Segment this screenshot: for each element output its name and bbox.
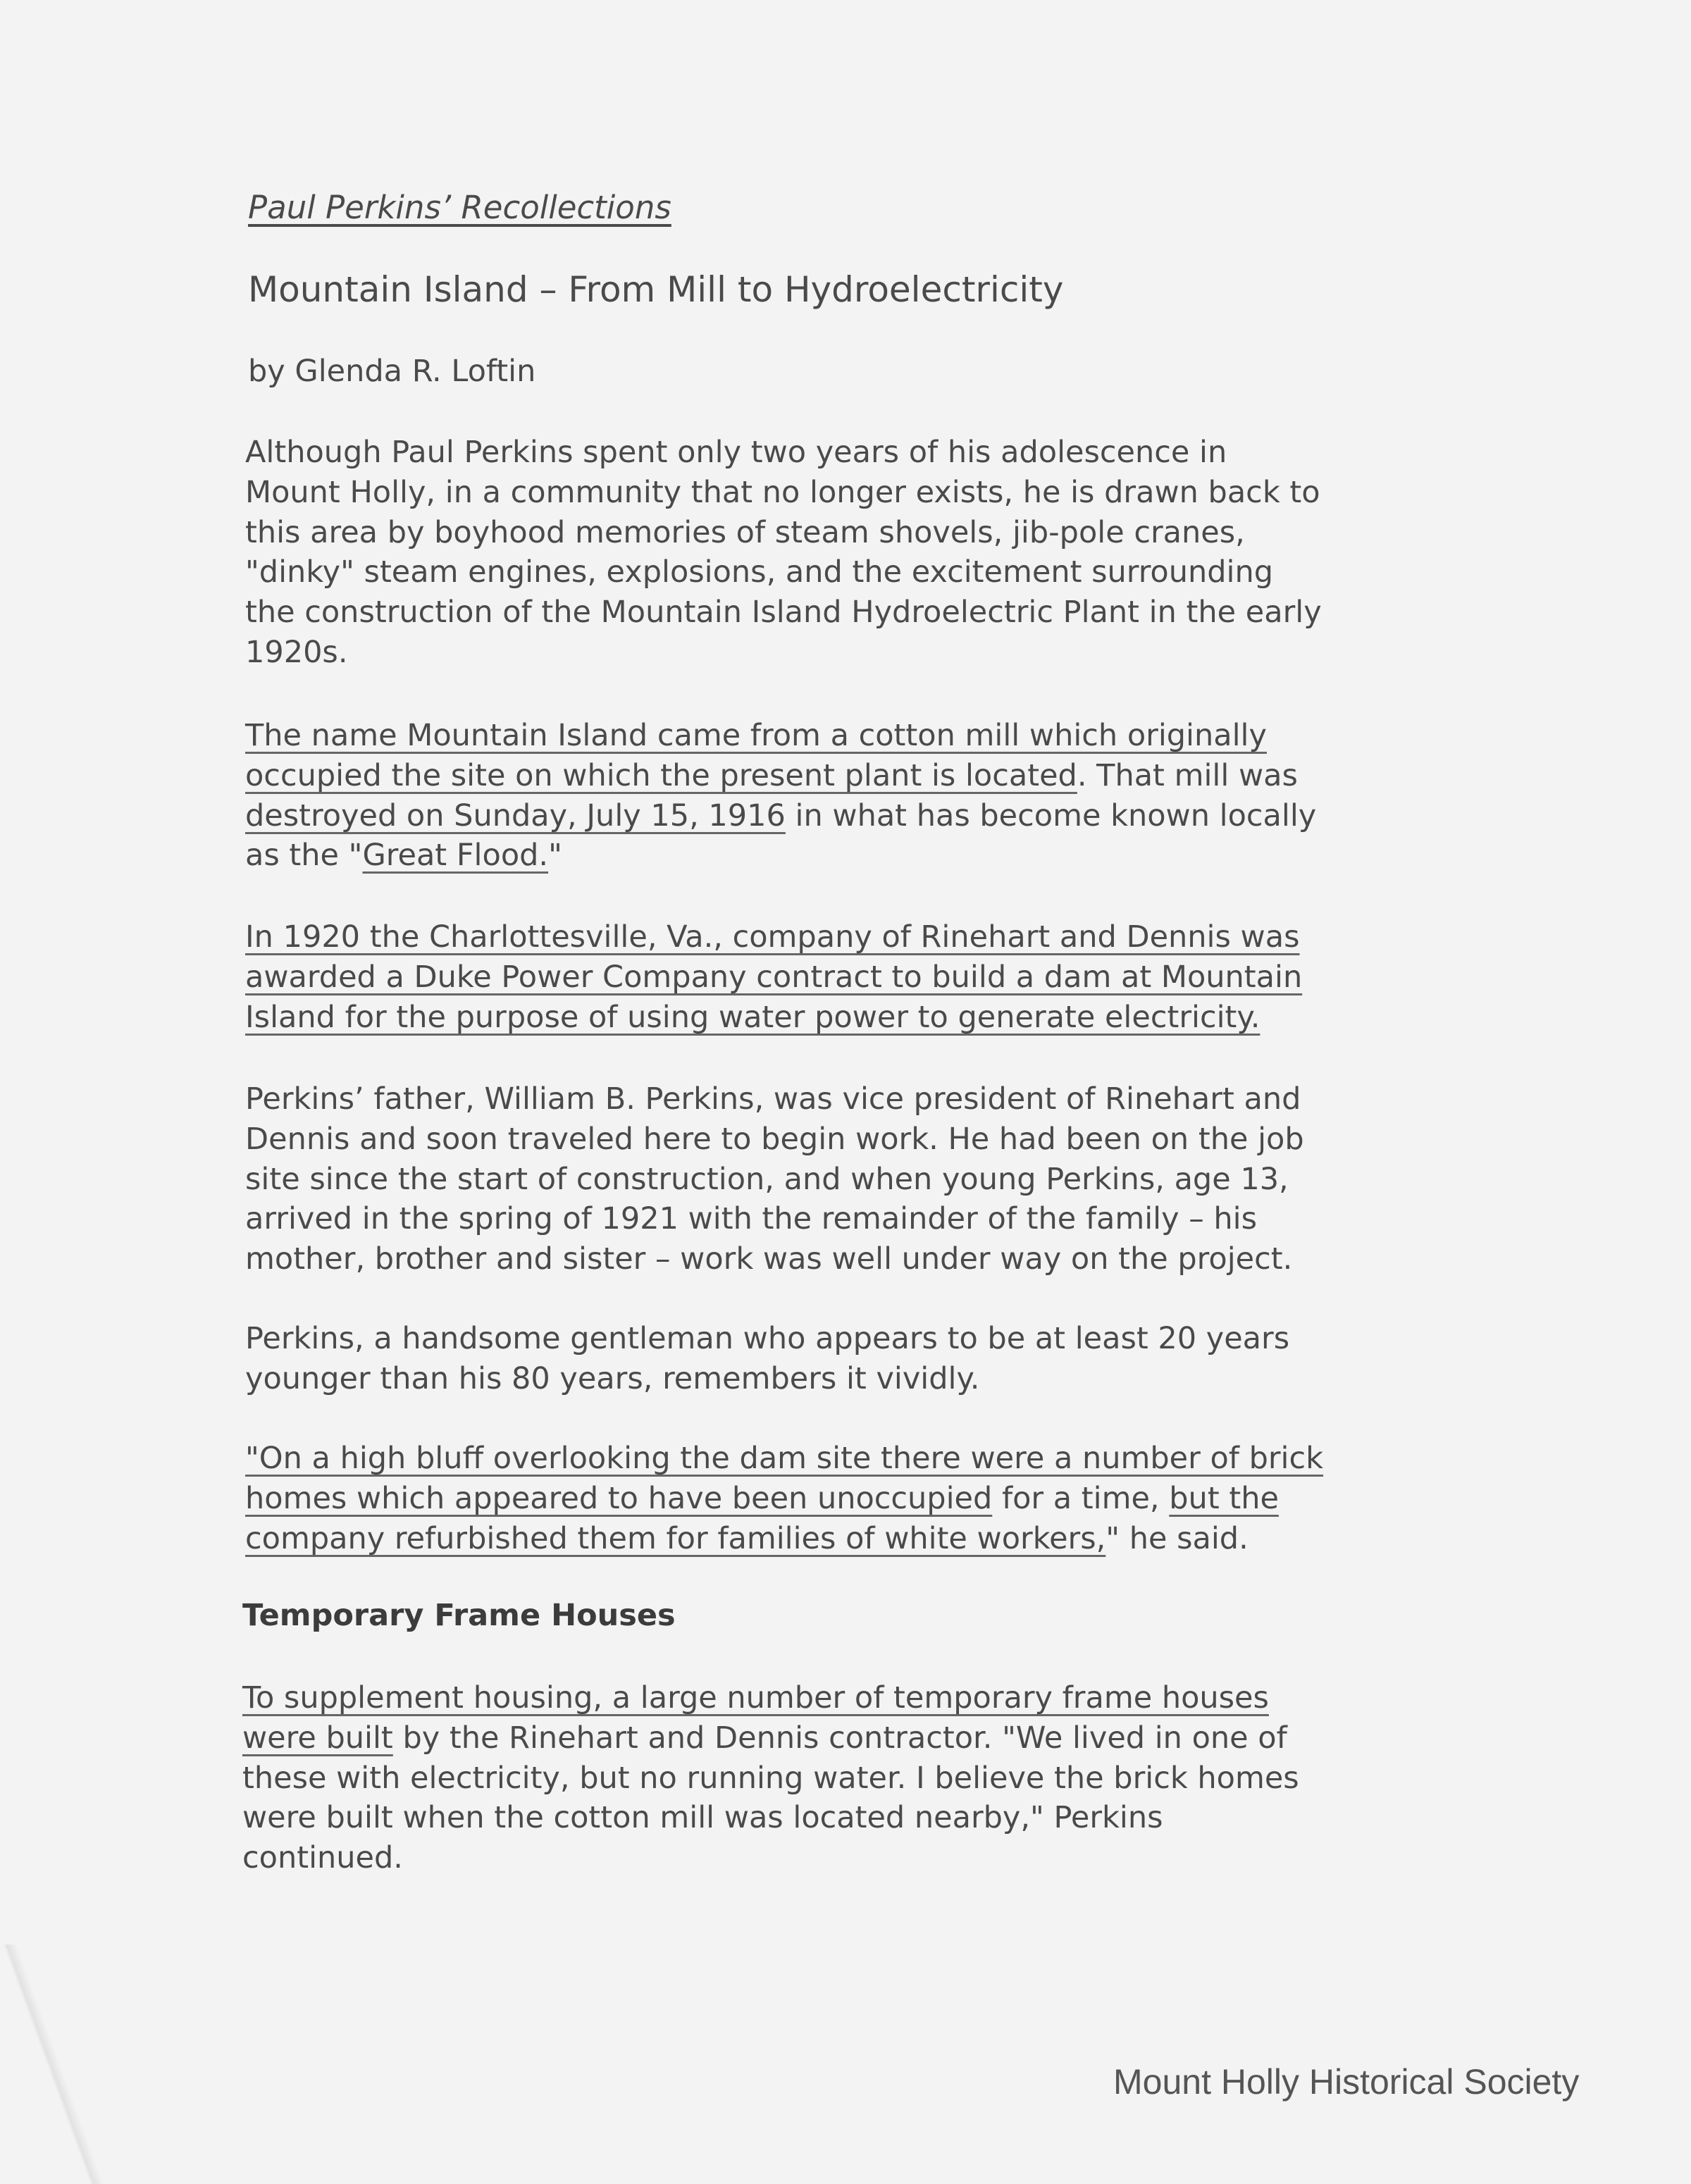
text-segment: mother, brother and sister – work was well under way on the project. bbox=[245, 1241, 1293, 1277]
text-segment: Although Paul Perkins spent only two years of his adolescence in bbox=[245, 435, 1227, 470]
text-line bbox=[245, 836, 1316, 876]
text-line bbox=[245, 513, 1322, 553]
text-line bbox=[245, 1519, 1323, 1559]
text-segment: as the " bbox=[245, 838, 363, 874]
text-line bbox=[245, 957, 1302, 998]
underlined-text: destroyed on Sunday, July 15, 1916 bbox=[245, 798, 786, 833]
text-line bbox=[245, 633, 1322, 673]
text-line bbox=[245, 1359, 1289, 1399]
underlined-text: but the bbox=[1169, 1480, 1279, 1516]
paper-crease bbox=[0, 1944, 113, 2184]
text-line bbox=[245, 1239, 1304, 1279]
paragraph bbox=[245, 433, 1322, 673]
section-heading: Temporary Frame Houses bbox=[242, 1598, 676, 1633]
text-line bbox=[245, 716, 1316, 756]
text-line bbox=[245, 552, 1322, 592]
text-segment: 1920s. bbox=[245, 634, 348, 670]
text-line bbox=[242, 1678, 1299, 1718]
paragraph bbox=[245, 716, 1316, 876]
text-line bbox=[245, 473, 1322, 513]
text-segment: site since the start of construction, and when young Perkins, age 13, bbox=[245, 1161, 1289, 1197]
underlined-text: homes which appeared to have been unoccupied bbox=[245, 1480, 993, 1516]
text-line bbox=[245, 998, 1302, 1038]
document-title: Paul Perkins’ Recollections bbox=[248, 189, 671, 226]
text-line bbox=[245, 917, 1302, 957]
underlined-text: awarded a Duke Power Company contract to build a dam at Mountain bbox=[245, 959, 1303, 995]
text-line bbox=[245, 433, 1322, 473]
text-segment: " bbox=[548, 838, 562, 874]
underlined-text: were built bbox=[242, 1720, 393, 1756]
text-segment: . That mill was bbox=[1077, 757, 1298, 793]
text-line bbox=[245, 1160, 1304, 1200]
text-line bbox=[245, 1319, 1289, 1359]
text-segment: " he said. bbox=[1105, 1520, 1249, 1556]
text-segment: were built when the cotton mill was located nearby," Perkins bbox=[242, 1800, 1163, 1836]
text-segment: for a time, bbox=[992, 1480, 1170, 1516]
text-line bbox=[242, 1798, 1299, 1838]
text-segment: the construction of the Mountain Island Hydroelectric Plant in the early bbox=[245, 595, 1322, 631]
text-line bbox=[242, 1838, 1299, 1878]
text-segment: these with electricity, but no running water. I believe the brick homes bbox=[242, 1760, 1299, 1796]
text-line bbox=[245, 756, 1316, 796]
text-segment: younger than his 80 years, remembers it vividly. bbox=[245, 1360, 980, 1396]
text-segment: Perkins, a handsome gentleman who appears to be at least 20 years bbox=[245, 1321, 1290, 1356]
text-segment: this area by boyhood memories of steam shovels, jib-pole cranes, bbox=[245, 514, 1245, 550]
underlined-text: The name Mountain Island came from a cotton mill which originally bbox=[245, 718, 1267, 753]
text-line bbox=[245, 592, 1322, 633]
text-line bbox=[245, 1079, 1304, 1119]
text-line bbox=[245, 796, 1316, 836]
text-line bbox=[242, 1718, 1299, 1758]
paragraph bbox=[245, 1079, 1304, 1279]
article-heading: Mountain Island – From Mill to Hydroelectricity bbox=[248, 269, 1064, 310]
text-line bbox=[242, 1758, 1299, 1799]
text-segment: Mount Holly, in a community that no longer exists, he is drawn back to bbox=[245, 474, 1320, 510]
text-line bbox=[245, 1119, 1304, 1160]
text-segment: Dennis and soon traveled here to begin work. He had been on the job bbox=[245, 1121, 1304, 1157]
text-line bbox=[245, 1199, 1304, 1239]
underlined-text: "On a high bluff overlooking the dam site there were a number of brick bbox=[245, 1441, 1324, 1476]
paragraph bbox=[245, 1319, 1289, 1399]
text-segment: in what has become known locally bbox=[785, 798, 1317, 833]
paragraph bbox=[245, 917, 1302, 1037]
underlined-text: occupied the site on which the present plant is located bbox=[245, 757, 1077, 793]
byline: by Glenda R. Loftin bbox=[248, 354, 536, 389]
paragraph bbox=[245, 1439, 1323, 1558]
underlined-text: Island for the purpose of using water power to generate electricity. bbox=[245, 999, 1260, 1035]
text-segment: Perkins’ father, William B. Perkins, was vice president of Rinehart and bbox=[245, 1081, 1301, 1117]
text-line bbox=[245, 1479, 1323, 1519]
underlined-text: In 1920 the Charlottesville, Va., company of Rinehart and Dennis was bbox=[245, 919, 1300, 955]
text-segment: "dinky" steam engines, explosions, and the excitement surrounding bbox=[245, 554, 1274, 590]
underlined-text: company refurbished them for families of white workers, bbox=[245, 1520, 1106, 1556]
paragraph bbox=[242, 1678, 1299, 1878]
text-segment: arrived in the spring of 1921 with the remainder of the family – his bbox=[245, 1201, 1257, 1237]
footer-credit: Mount Holly Historical Society bbox=[1113, 2062, 1580, 2102]
text-line bbox=[245, 1439, 1323, 1479]
underlined-text: Great Flood. bbox=[362, 838, 549, 874]
underlined-text: To supplement housing, a large number of temporary frame houses bbox=[242, 1680, 1269, 1715]
text-segment: by the Rinehart and Dennis contractor. "We lived in one of bbox=[392, 1720, 1287, 1756]
text-segment: continued. bbox=[242, 1840, 403, 1876]
